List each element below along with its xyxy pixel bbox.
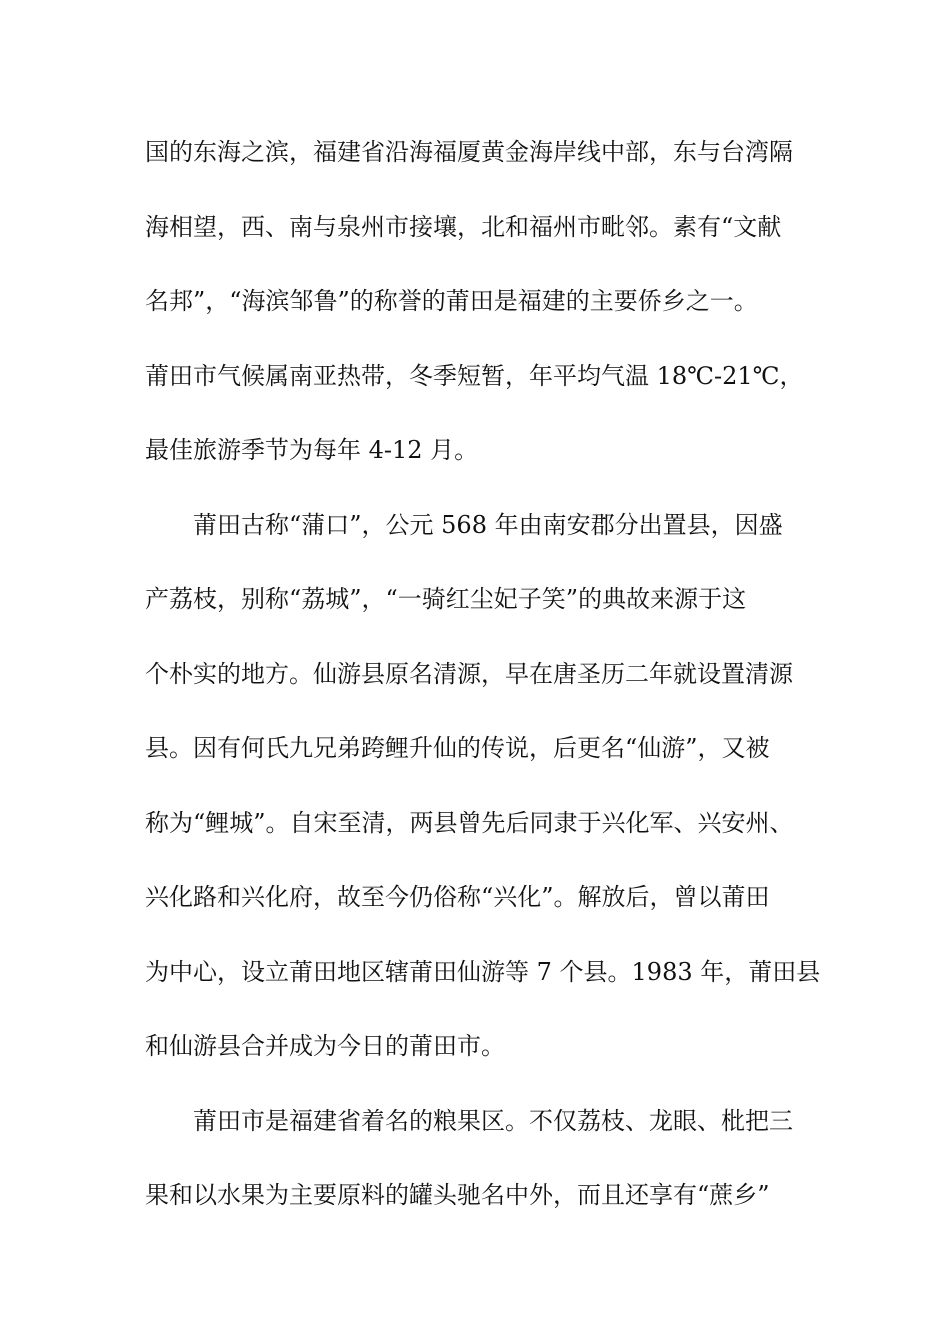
- paragraph-1-line-5: 最佳旅游季节为每年 4-12 月。: [145, 436, 479, 464]
- paragraph-2-line-7: 为中心，设立莆田地区辖莆田仙游等 7 个县。1983 年，莆田县: [145, 958, 821, 986]
- paragraph-1-line-1: 国的东海之滨，福建省沿海福厦黄金海岸线中部，东与台湾隔: [145, 138, 793, 166]
- paragraph-2-line-6: 兴化路和兴化府，故至今仍俗称“兴化”。解放后，曾以莆田: [145, 883, 770, 911]
- paragraph-2-line-5: 称为“鲤城”。自宋至清，两县曾先后同隶于兴化军、兴安州、: [145, 809, 794, 837]
- paragraph-1-line-2: 海相望，西、南与泉州市接壤，北和福州市毗邻。素有“文献: [145, 213, 782, 241]
- paragraph-3-line-1: 莆田市是福建省着名的粮果区。不仅荔枝、龙眼、枇把三: [193, 1107, 793, 1135]
- paragraph-2-line-4: 县。因有何氏九兄弟跨鲤升仙的传说，后更名“仙游”，又被: [145, 734, 770, 762]
- paragraph-2-line-2: 产荔枝，别称“荔城”，“一骑红尘妃子笑”的典故来源于这: [145, 585, 747, 613]
- paragraph-2-line-1: 莆田古称“蒲口”，公元 568 年由南安郡分出置县，因盛: [193, 511, 783, 539]
- paragraph-2-line-3: 个朴实的地方。仙游县原名清源，早在唐圣历二年就设置清源: [145, 660, 793, 688]
- paragraph-1-line-3: 名邦”，“海滨邹鲁”的称誉的莆田是福建的主要侨乡之一。: [145, 287, 758, 315]
- paragraph-2-line-8: 和仙游县合并成为今日的莆田市。: [145, 1032, 505, 1060]
- paragraph-1-line-4: 莆田市气候属南亚热带，冬季短暂，年平均气温 18℃-21℃，: [145, 362, 804, 390]
- paragraph-3-line-2: 果和以水果为主要原料的罐头驰名中外，而且还享有“蔗乡”: [145, 1181, 770, 1209]
